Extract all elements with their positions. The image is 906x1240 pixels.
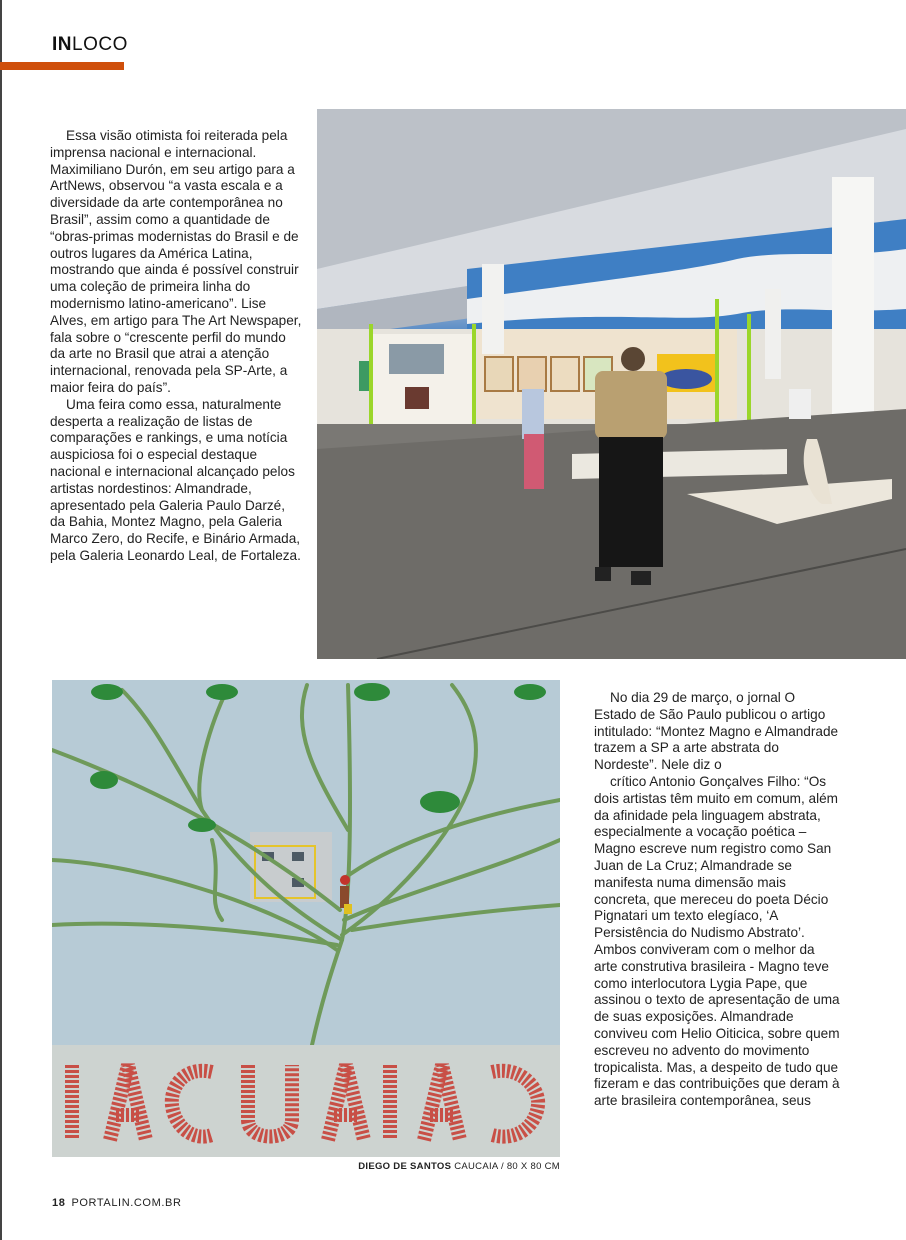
footer-site: PORTALIN.COM.BR [71,1197,182,1209]
paragraph: crítico Antonio Gonçalves Filho: “Os dois artistas têm muito em comum, além da afinidade pela linguagem abstrata, especialmente a vocação poética – Magno escreve num registro como San Juan de La Cruz; Almandrade se manifesta numa dimensão mais concreta, que mereceu do poeta Décio Pignatari um texto elegíaco, ‘A Persistência do Nudismo Abstrato’. Ambos conviveram com o melhor da arte construtiva brasileira - Magno teve como interlocutora Lygia Pape, que assinou o texto de apresentação de uma de suas exposições. Almandrade conviveu com Helio Oiticica, sobre quem escreveu no advento do movimento tropicalista. Mas, a despeito de tudo que fizeram e das contribuições que deram à arte brasileira contemporânea, seus [594,773,840,1109]
paragraph: Uma feira como essa, naturalmente desperta a realização de listas de comparações e rankings, e uma notícia auspiciosa foi o especial destaque nacional e internacional alcançado pelos artistas nordestinos: Almandrade, apresentado pela Galeria Paulo Darzé, da Bahia, Montez Magno, pela Galeria Marco Zero, do Recife, e Binário Armada, pela Galeria Leonardo Leal, de Fortaleza. [50,396,301,563]
section-header-bold: IN [52,34,72,55]
image-caption [358,1161,560,1172]
page-number: 18 [52,1197,66,1209]
section-header [52,34,128,56]
gallery-photo [317,109,906,659]
paragraph: Essa visão otimista foi reiterada pela imprensa nacional e internacional. Maximiliano Durón, em seu artigo para a ArtNews, observou “a vasta escala e a diversidade da arte contemporânea no Brasil”, assim como a quantidade de “obras-primas modernistas do Brasil e de outros lugares da América Latina, mostrando que ainda é possível construir uma coleção de primeira linha do modernismo latino-americano”. Lise Alves, em artigo para The Art Newspaper, fala sobre o “crescente perfil do mundo da arte no Brasil que atrai a atenção internacional, renovada pela SP-Arte, a maior feira do país”. [50,128,302,395]
article-column-right [594,690,840,1110]
paragraph: No dia 29 de março, o jornal O Estado de São Paulo publicou o artigo intitulado: “Montez Magno e Almandrade trazem a SP a arte abstrata do Nordeste”. Nele diz o [594,690,839,773]
painting-illustration [52,680,560,1157]
painting-caucaia [52,680,560,1157]
gallery-photo-illustration [317,109,906,659]
page-footer [52,1197,182,1209]
page-edge-rule [0,0,2,1240]
article-column-left [50,128,302,565]
accent-bar [0,62,124,70]
caption-details: CAUCAIA / 80 X 80 CM [451,1161,560,1172]
caption-artist: DIEGO DE SANTOS [358,1161,452,1172]
section-header-light: LOCO [72,34,128,55]
